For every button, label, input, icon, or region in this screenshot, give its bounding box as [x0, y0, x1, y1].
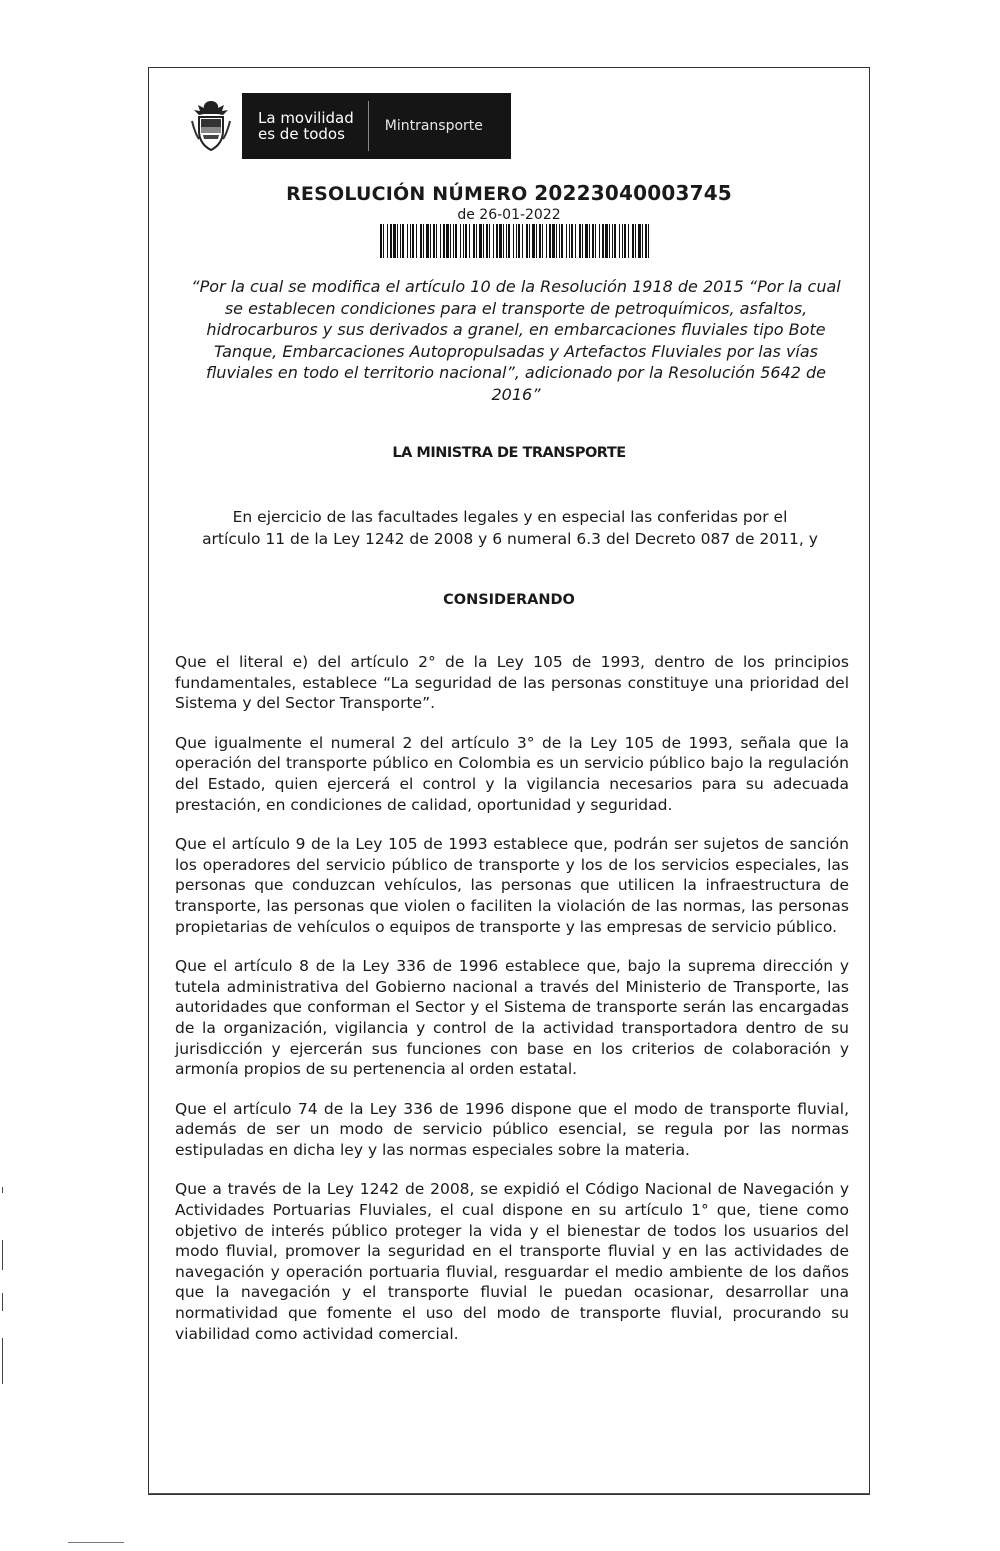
slogan — [242, 110, 368, 142]
considerando-heading: CONSIDERANDO — [443, 592, 575, 608]
consideration-paragraph: Que a través de la Ley 1242 de 2008, se expidió el Código Nacional de Navegación y Actividades Portuarias Fluviales, el cual dispone en su artículo 1° que, tiene como objetivo de interés público proteger la vida y el bienestar de todos los usuarios del modo fluvial, promover la seguridad en el transporte fluvial y en las actividades de navegación y operación portuaria fluvial, resguardar el medio ambiente de los daños que la navegación y el transporte fluvial le puedan ocasionar, desarrollar una normatividad que fomente el uso del modo de transporte fluvial, procurando su viabilidad como actividad comercial. — [175, 1180, 849, 1343]
slogan-line: es de todos — [258, 125, 345, 143]
subject-line: hidrocarburos y sus derivados a granel, en embarcaciones fluviales tipo Bote — [206, 320, 826, 339]
footer-line — [68, 1542, 124, 1543]
slogan-line: La movilidad — [258, 109, 354, 127]
considerations-body — [175, 652, 849, 1363]
barcode-icon — [380, 224, 652, 258]
resolution-date: de 26-01-2022 — [457, 207, 561, 223]
consideration-paragraph: Que el artículo 8 de la Ley 336 de 1996 establece que, bajo la suprema dirección y tutela administrativa del Gobierno nacional a través del Ministerio de Transporte, las autoridades que conforman el Sector y el Sistema de transporte serán las encargadas de la organización, vigilancia y control de la actividad transportadora dentro de su jurisdicción y ejercerán sus funciones con base en los criterios de colaboración y armonía propios de su pertenencia al orden estatal. — [175, 957, 849, 1079]
bottom-rule — [148, 1493, 870, 1494]
margin-mark — [2, 1338, 3, 1384]
consideration-paragraph: Que el literal e) del artículo 2° de la Ley 105 de 1993, dentro de los principios fundamentales, establece “La seguridad de las personas constituye una prioridad del Sistema y del Sector Transporte”. — [175, 653, 849, 713]
powers-statement — [178, 507, 842, 550]
resolution-subject — [175, 276, 857, 405]
margin-mark — [2, 1240, 3, 1270]
resolution-number: 20223040003745 — [534, 181, 732, 205]
subject-line: 2016” — [491, 384, 541, 404]
subject-line: Tanque, Embarcaciones Autopropulsadas y Artefactos Fluviales por las vías — [213, 341, 819, 361]
ministry-name: Mintransporte — [384, 118, 483, 134]
resolution-label: RESOLUCIÓN NÚMERO — [286, 183, 528, 205]
resolution-title — [148, 181, 870, 205]
letterhead — [190, 93, 511, 159]
margin-mark — [2, 1187, 3, 1193]
minister-heading: LA MINISTRA DE TRANSPORTE — [392, 445, 626, 461]
subject-line: fluviales en todo el territorio nacional”, adicionado por la Resolución 5642 de — [205, 363, 827, 382]
margin-mark — [2, 1293, 3, 1311]
subject-line: “Por la cual se modifica el artículo 10 de la Resolución 1918 de 2015 “Por la cual — [191, 277, 841, 296]
consideration-paragraph: Que el artículo 74 de la Ley 336 de 1996 dispone que el modo de transporte fluvial, además de ser un modo de servicio público esencial, se regula por las normas estipuladas en dicha ley y las normas especiales sobre la materia. — [175, 1099, 849, 1159]
consideration-paragraph: Que igualmente el numeral 2 del artículo 3° de la Ley 105 de 1993, señala que la operación del transporte público en Colombia es un servicio público bajo la regulación del Estado, quien ejercerá el control y la vigilancia necesarios para su adecuada prestación, en condiciones de calidad, oportunidad y seguridad. — [175, 733, 849, 814]
consideration-paragraph: Que el artículo 9 de la Ley 105 de 1993 establece que, podrán ser sujetos de sanción los operadores del servicio público de transporte y los de los servicios especiales, las personas que conduzcan vehículos, las personas que utilicen la infraestructura de transporte, las personas que violen o faciliten la violación de las normas, las personas propietarias de vehículos o equipos de transporte y las empresas de servicio público. — [175, 835, 849, 936]
intro-line: En ejercicio de las facultades legales y en especial las conferidas por el — [232, 508, 788, 526]
colombia-coat-of-arms-icon — [190, 99, 232, 153]
intro-line: artículo 11 de la Ley 1242 de 2008 y 6 numeral 6.3 del Decreto 087 de 2011, y — [202, 529, 818, 548]
slogan-banner — [242, 93, 511, 159]
subject-line: se establecen condiciones para el transporte de petroquímicos, asfaltos, — [224, 298, 808, 318]
